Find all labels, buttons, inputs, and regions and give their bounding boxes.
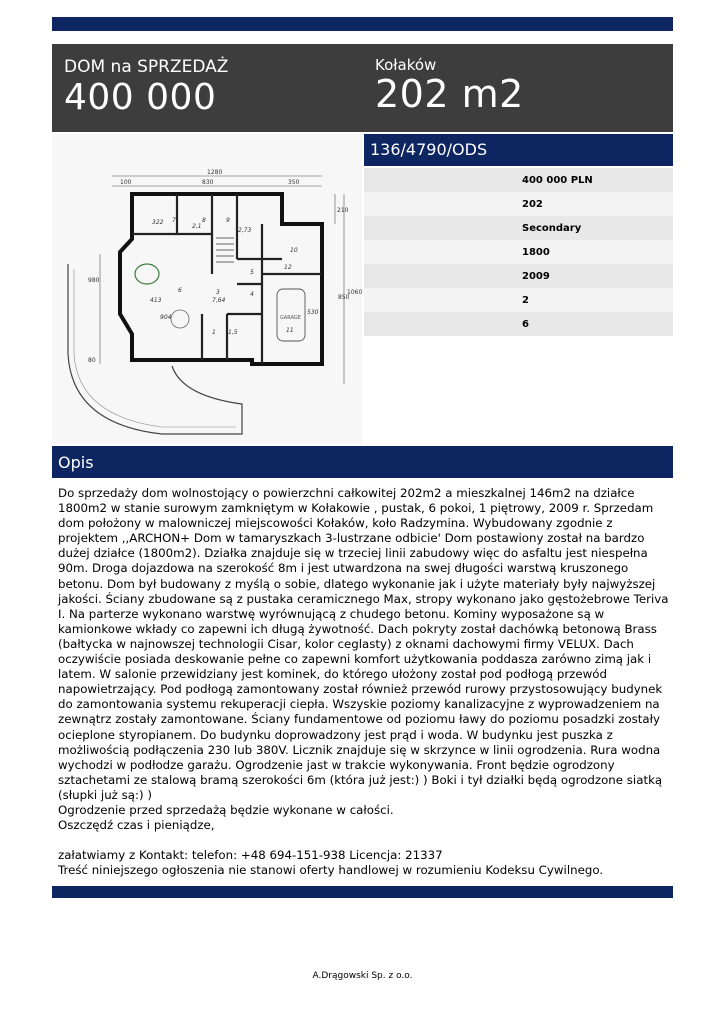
room-label: 11 — [286, 327, 294, 334]
room-label: 1 — [212, 329, 216, 336]
listing-area: 202 m2 — [375, 72, 524, 116]
listing-header — [52, 44, 673, 132]
room-label: 7 — [172, 217, 176, 224]
detail-row-market: Secondary — [364, 216, 673, 240]
detail-row-price: 400 000 PLN — [364, 168, 673, 192]
section-title: Opis — [52, 446, 673, 478]
room-label: 4 — [250, 291, 254, 298]
garage-label: GARAGE — [280, 315, 301, 321]
detail-row-rooms: 6 — [364, 312, 673, 336]
listing-city: Kołaków — [375, 56, 437, 74]
room-label: 5 — [250, 269, 254, 276]
top-accent-bar — [52, 17, 673, 31]
room-label: 6 — [178, 287, 182, 294]
room-label: 2,1 — [192, 223, 202, 230]
room-label: 413 — [150, 297, 162, 304]
room-label: 2,73 — [238, 227, 252, 234]
details-table — [364, 168, 673, 336]
floor-plan-image — [52, 134, 362, 444]
dim-label: 100 — [120, 179, 132, 186]
room-label: 9 — [226, 217, 230, 224]
room-label: 3 — [216, 289, 220, 296]
footer-company: A.Drągowski Sp. z o.o. — [312, 971, 413, 981]
room-label: 322 — [152, 219, 164, 226]
detail-row-plot: 1800 — [364, 240, 673, 264]
dim-label: 830 — [202, 179, 214, 186]
listing-type: DOM na SPRZEDAŻ — [64, 57, 229, 77]
dim-label: 980 — [88, 277, 100, 284]
dim-label: 1280 — [207, 169, 223, 176]
room-label: 904 — [160, 314, 172, 321]
room-label: 12 — [284, 264, 292, 271]
detail-row-area: 202 — [364, 192, 673, 216]
room-label: 530 — [307, 309, 319, 316]
room-label: 1,5 — [228, 329, 238, 336]
dim-label: 850 — [338, 294, 350, 301]
dim-label: 80 — [88, 357, 96, 364]
reference-number: 136/4790/ODS — [364, 134, 673, 166]
room-label: 10 — [290, 247, 298, 254]
description-text: Do sprzedaży dom wolnostojący o powierzchni całkowitej 202m2 a mieszkalnej 146m2 na działce 1800m2 w stanie surowym zamkniętym w Kołakowie , pustak, 6 pokoi, 1 piętrowy, 2009 r. Sprzedam dom położony w malowniczej miejscowości Kołaków, koło Radzymina. Wybudowany zgodnie z projektem ,,ARCHON+ Dom w tamaryszkach 3-lustrzane odbicie' Dom postawiony został na bardzo dużej działce (1800m2). Działka znajduje się w trzeciej linii zabudowy więc do asfaltu jest niespełna 90m. Droga dojazdowa na szerokość 8m i jest utwardzona na swej długości warstwą kruszonego betonu. Dom był budowany z myślą o sobie, dlatego wykonanie jak i użyte materiały były najwyższej jakości. Ściany zbudowane są z pustaka ceramicznego Max, stropy wykonano jako gęstożebrowe Teriva I. Na parterze wykonano warstwę wyrównującą z chudego betonu. Kominy wyposażone są w kamionkowe wkłady co zapewni ich długą żywotność. Dach pokryty został dachówką betonową Brass (bałtycka w najnowszej technologii Cisar, kolor ceglasty) z oknami dachowymi firmy VELUX. Dach oczywiście posiada deskowanie pełne co zapewni komfort użytkowania poddasza zarówno zimą jak i latem. W salonie przewidziany jest kominek, do którego ułożony został pod podłogą przewód napowietrzający. Pod podłogą zamontowany został również przewód rurowy przystosowujący budynek do zamontowania systemu rekuperacji ciepła. Wszyskie poziomy kanalizacyjne z wyprowadzeniem na zewnątrz zostały zamontowane. Ściany fundamentowe od poziomu ławy do poziomu posadzki zostały ocieplone styropianem. Do budynku doprowadzony jest prąd i woda. W budynku jest puszka z możliwością podłączenia 230 lub 380V. Licznik znajduje się w skrzynce w linii ogrodzenia. Rura wodna wychodzi w podłodze garażu. Ogrodzenie jast w trakcie wykonywania. Front będzie ogrodzony sztachetami ze stalową bramą szerokości 6m (która już jest:) ) Boki i tył działki będą ogrodzone siatką (słupki już są:) ) Ogrodzenie przed sprzedażą będzie wykonane w całości. Oszczędź czas i pieniądze, załatwiamy z Kontakt: telefon: +48 694-151-938 Licencja: 21337 Treść niniejszego ogłoszenia nie stanowi oferty handlowej w rozumieniu Kodeksu Cywilnego. — [58, 486, 669, 878]
detail-row-year: 2009 — [364, 264, 673, 288]
room-label: 7,64 — [212, 297, 226, 304]
listing-price: 400 000 — [64, 77, 217, 118]
dim-label: 350 — [288, 179, 300, 186]
room-label: 8 — [202, 217, 206, 224]
bottom-accent-bar — [52, 886, 673, 898]
detail-row-floors: 2 — [364, 288, 673, 312]
dim-label: 210 — [337, 207, 349, 214]
dim-label: 1060 — [347, 289, 362, 296]
